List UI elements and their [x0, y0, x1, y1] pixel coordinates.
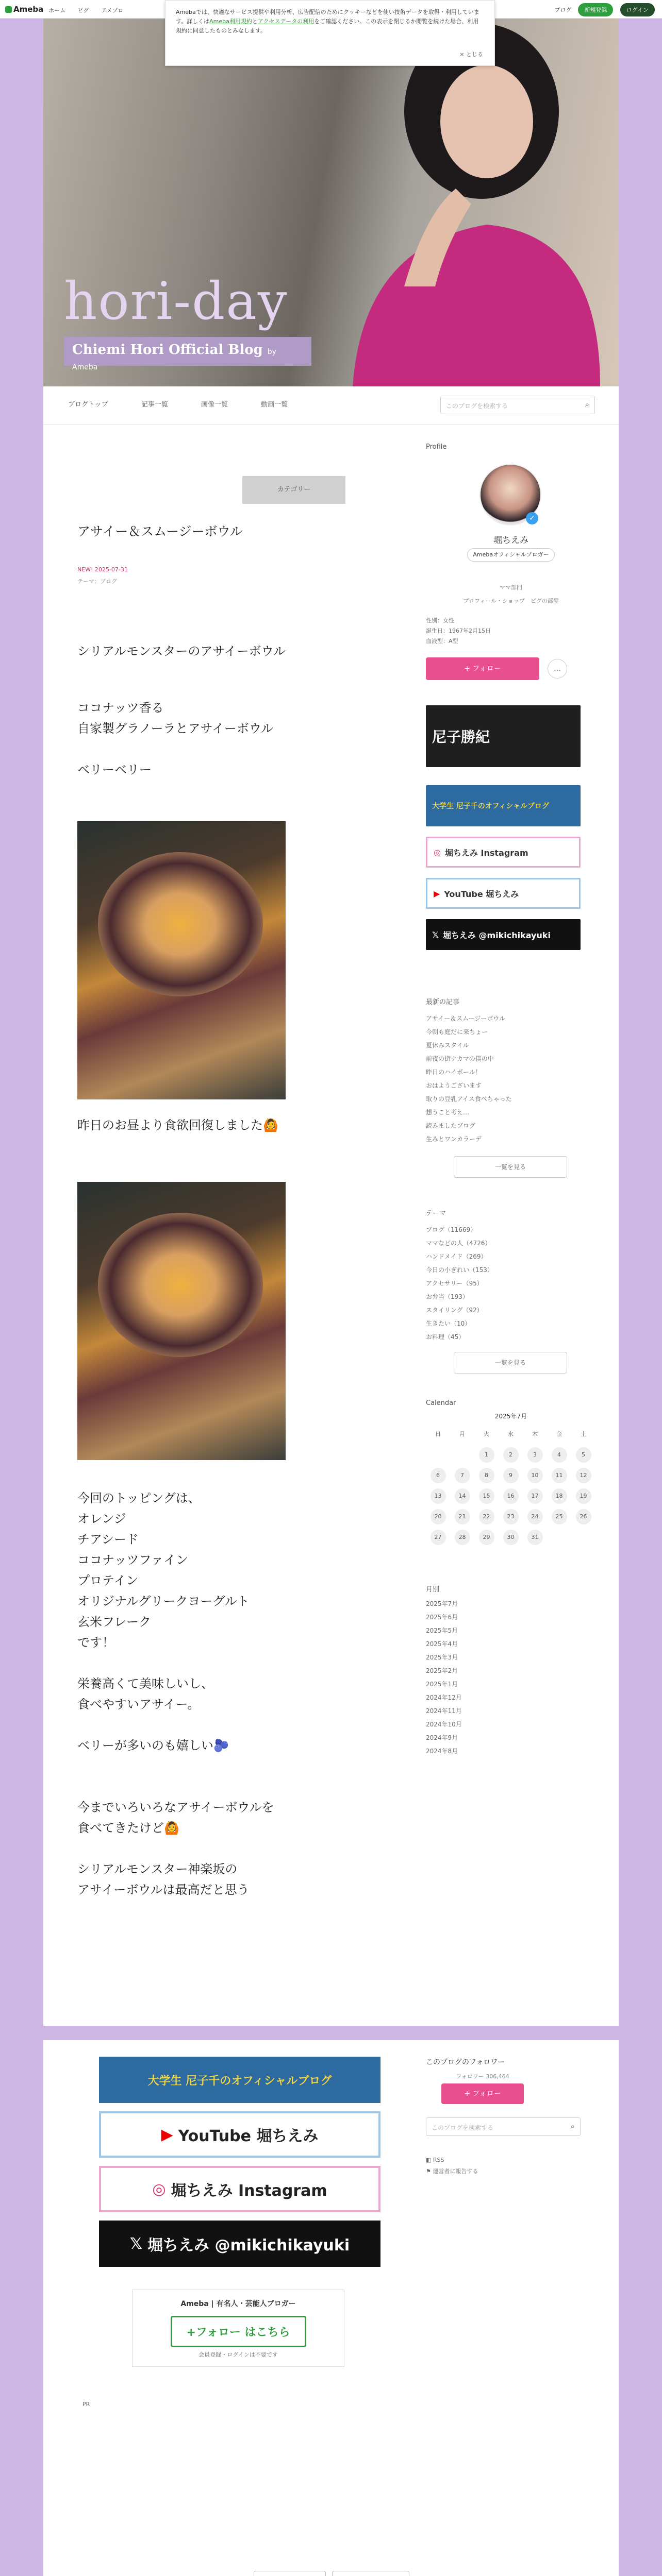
follower-count: フォロワー 306,464	[456, 2073, 509, 2080]
calendar-day-number[interactable]: 22	[479, 1509, 494, 1524]
recent-list	[426, 1012, 512, 1146]
login-button[interactable]: ログイン	[620, 3, 655, 16]
banner-youtube[interactable]: ▶ YouTube 堀ちえみ	[426, 878, 581, 909]
article-line: ココナッツ香る	[77, 701, 164, 715]
calendar-day[interactable]	[523, 1529, 547, 1550]
calendar-day-number[interactable]: 25	[552, 1509, 567, 1524]
like-button[interactable]	[254, 2571, 326, 2576]
article-date: NEW! 2025-07-31	[77, 566, 128, 573]
global-nav	[48, 6, 134, 14]
terms-link[interactable]: Ameba利用規約	[209, 18, 252, 25]
month-item[interactable]: 2025年2月	[426, 1667, 458, 1674]
calendar-day-number[interactable]: 23	[503, 1509, 519, 1524]
calendar-day-number[interactable]: 24	[527, 1509, 543, 1524]
calendar-day-number[interactable]: 9	[503, 1468, 519, 1483]
tab-video-list[interactable]: 動画一覧	[261, 401, 288, 409]
article-line: オリジナルグリークヨーグルト	[77, 1594, 250, 1608]
banner-amako-blog[interactable]: 大学生 尼子千のオフィシャルブログ	[426, 785, 581, 826]
category-tag[interactable]: カテゴリー	[242, 476, 345, 504]
calendar-day[interactable]	[426, 1467, 450, 1488]
blogger-name[interactable]: 堀ちえみ	[493, 535, 528, 546]
nav-ameblo-link[interactable]: アメブロ	[101, 7, 124, 14]
profile-birthday: 誕生日：1967年2月15日	[426, 628, 491, 634]
calendar-day[interactable]	[426, 1509, 450, 1529]
calendar-day[interactable]	[474, 1467, 499, 1488]
article-line: 昨日のお昼より食欲回復しました🙆	[77, 1118, 278, 1132]
calendar-day[interactable]	[474, 1509, 499, 1529]
calendar-weekdays	[426, 1426, 596, 1447]
blog-title: hori-day	[64, 271, 288, 331]
calendar-day[interactable]	[547, 1488, 571, 1509]
calendar-day-number[interactable]: 8	[479, 1468, 494, 1483]
acai-bowl-photo-2[interactable]	[77, 1182, 286, 1460]
banner-amako[interactable]: 尼子勝紀	[426, 705, 581, 767]
month-item[interactable]: 2025年1月	[426, 1681, 458, 1688]
recent-item[interactable]: 取りの豆乳アイス食べちゃった	[426, 1095, 512, 1103]
recent-item[interactable]: 前夜の街ナカマの僕の中	[426, 1055, 494, 1062]
report-owner-link[interactable]: ⚑ 運営者に報告する	[426, 2168, 478, 2175]
more-button[interactable]: …	[548, 659, 567, 679]
recent-item[interactable]: 生みとワンカラーデ	[426, 1136, 482, 1143]
calendar-day[interactable]	[523, 1447, 547, 1467]
calendar-day-number[interactable]: 5	[576, 1447, 591, 1463]
article-line: です！	[77, 1635, 114, 1650]
recent-item[interactable]: 昨日のハイボール！	[426, 1069, 482, 1076]
recent-item[interactable]: 今朝も庭だに来ちょー	[426, 1028, 488, 1036]
recent-item[interactable]: アサイー＆スムージーボウル	[426, 1015, 505, 1022]
article-theme[interactable]: テーマ：ブログ	[77, 578, 117, 585]
calendar-week	[426, 1529, 596, 1550]
article-line: ココナッツファイン	[77, 1553, 189, 1567]
calendar-day[interactable]	[474, 1488, 499, 1509]
blogger-category[interactable]: ママ部門	[500, 584, 522, 591]
theme-item[interactable]: 生きたい（10）	[426, 1320, 471, 1327]
calendar-day-number[interactable]: 11	[552, 1468, 567, 1483]
ameba-follow-box[interactable]	[132, 2290, 344, 2367]
calendar-day[interactable]	[450, 1509, 474, 1529]
calendar-day[interactable]	[523, 1509, 547, 1529]
article-line: ベリーが多いのも嬉しい🫐	[77, 1738, 229, 1753]
signup-button[interactable]: 新規登録	[578, 3, 613, 16]
search-icon[interactable]: ⌕	[585, 400, 589, 409]
bottom-section	[43, 2040, 619, 2576]
calendar-day-number[interactable]: 28	[455, 1530, 470, 1545]
calendar-day[interactable]	[499, 1467, 523, 1488]
follower-heading: このブログのフォロワー	[426, 2058, 505, 2066]
calendar-day[interactable]	[426, 1529, 450, 1550]
calendar-day	[450, 1447, 474, 1467]
theme-item[interactable]: アクセサリー（95）	[426, 1280, 483, 1287]
calendar-day	[547, 1529, 571, 1550]
ameba-follow-sub: 会員登録・ログインは不要です	[198, 2351, 278, 2358]
calendar-week	[426, 1467, 596, 1488]
calendar-day-number[interactable]: 12	[576, 1468, 591, 1483]
x-icon: 𝕏	[129, 2234, 143, 2253]
instagram-icon: ◎	[434, 847, 441, 857]
theme-item[interactable]: お弁当（193）	[426, 1293, 469, 1300]
calendar-day-number[interactable]: 2	[503, 1447, 519, 1463]
calendar-day-number[interactable]: 30	[503, 1530, 519, 1545]
banner-instagram[interactable]: ◎ 堀ちえみ Instagram	[426, 837, 581, 868]
article-line: チアシード	[77, 1532, 139, 1547]
article-line: 自家製グラノーラとアサイーボウル	[77, 721, 274, 736]
blog-nav	[43, 386, 619, 425]
calendar-heading: Calendar	[426, 1399, 456, 1407]
nav-pigg-link[interactable]: ピグ	[77, 7, 89, 14]
article-line: ベリーベリー	[77, 762, 152, 777]
banner-x[interactable]: 𝕏 堀ちえみ @mikichikayuki	[426, 919, 581, 950]
article-line: アサイーボウルは最高だと思う	[77, 1883, 250, 1897]
calendar-day[interactable]	[523, 1467, 547, 1488]
month-item[interactable]: 2025年3月	[426, 1654, 458, 1661]
article-line: 今までいろいろなアサイーボウルを	[77, 1800, 274, 1815]
profile-links[interactable]: プロフィール・ショップ ピグの部屋	[463, 598, 559, 604]
calendar-day[interactable]	[499, 1529, 523, 1550]
calendar-day-number[interactable]: 27	[431, 1530, 446, 1545]
theme-item[interactable]: ハンドメイド（269）	[426, 1253, 487, 1260]
calendar-day	[571, 1529, 595, 1550]
flag-icon: ⚑	[426, 2168, 433, 2175]
main-content	[43, 425, 619, 2026]
calendar-week	[426, 1488, 596, 1509]
search-icon[interactable]: ⌕	[570, 2122, 575, 2131]
month-item[interactable]: 2024年8月	[426, 1748, 458, 1755]
weekday: 木	[532, 1431, 538, 1437]
calendar-day-number[interactable]: 15	[479, 1488, 494, 1504]
article-line: オレンジ	[77, 1512, 126, 1526]
calendar-day-number[interactable]: 19	[576, 1488, 591, 1504]
calendar-day[interactable]	[426, 1488, 450, 1509]
x-icon: 𝕏	[432, 929, 439, 940]
bottom-banner-x[interactable]: 𝕏 堀ちえみ @mikichikayuki	[99, 2221, 380, 2267]
calendar-day-number[interactable]: 18	[552, 1488, 567, 1504]
bottom-banner-instagram[interactable]: ◎ 堀ちえみ Instagram	[99, 2166, 380, 2212]
theme-heading: テーマ	[426, 1210, 446, 1217]
tab-image-list[interactable]: 画像一覧	[201, 401, 228, 409]
article-title[interactable]: アサイー＆スムージーボウル	[77, 524, 243, 539]
theme-list	[426, 1223, 493, 1344]
ameba-logo[interactable]: Ameba	[5, 5, 43, 14]
calendar-day-number[interactable]: 3	[527, 1447, 543, 1463]
calendar-day-number[interactable]: 16	[503, 1488, 519, 1504]
tab-entry-list[interactable]: 記事一覧	[141, 401, 168, 409]
calendar-day[interactable]	[547, 1447, 571, 1467]
article-line: 玄米フレーク	[77, 1615, 152, 1629]
calendar-month: 2025年7月	[494, 1413, 527, 1420]
calendar-day[interactable]	[523, 1488, 547, 1509]
month-item[interactable]: 2024年10月	[426, 1721, 462, 1728]
profile-bloodtype: 血液型：A型	[426, 638, 458, 645]
weekday: 月	[459, 1431, 465, 1437]
calendar-day[interactable]	[571, 1488, 595, 1509]
calendar-day[interactable]	[571, 1447, 595, 1467]
blog-link[interactable]: ブログ	[554, 7, 572, 13]
access-data-link[interactable]: アクセスデータの利用	[257, 18, 315, 25]
calendar-day-number[interactable]: 1	[479, 1447, 494, 1463]
rss-icon: ◧	[426, 2157, 433, 2163]
calendar-day-number[interactable]: 10	[527, 1468, 543, 1483]
month-item[interactable]: 2025年5月	[426, 1627, 458, 1634]
calendar-day[interactable]	[474, 1447, 499, 1467]
recent-more-button[interactable]: 一覧を見る	[454, 1156, 567, 1178]
ameba-line: Ameba | 有名人・芸能人ブロガー	[180, 2300, 296, 2308]
theme-item[interactable]: ママなどの人（4726）	[426, 1240, 491, 1247]
pr-label: PR	[82, 2401, 90, 2408]
calendar-day-number[interactable]: 14	[455, 1488, 470, 1504]
calendar-day[interactable]	[571, 1509, 595, 1529]
calendar-week	[426, 1447, 596, 1467]
article-line: 栄養高くて美味しいし、	[77, 1676, 213, 1691]
youtube-icon: ▶	[434, 888, 440, 899]
calendar-day-number[interactable]: 17	[527, 1488, 543, 1504]
recent-item[interactable]: 想うこと考え…	[426, 1109, 470, 1116]
calendar-day[interactable]	[571, 1467, 595, 1488]
recent-item[interactable]: 読みましたブログ	[426, 1122, 476, 1129]
calendar-day	[426, 1447, 450, 1467]
calendar-day[interactable]	[450, 1488, 474, 1509]
weekday: 水	[508, 1431, 514, 1437]
weekday: 火	[484, 1431, 489, 1437]
weekday: 土	[581, 1431, 586, 1437]
monthly-list	[426, 1597, 462, 1758]
weekday: 金	[556, 1431, 562, 1437]
calendar-day-number[interactable]: 29	[479, 1530, 494, 1545]
calendar-day[interactable]	[547, 1467, 571, 1488]
calendar-day-number[interactable]: 6	[431, 1468, 446, 1483]
calendar-day-number[interactable]: 4	[552, 1447, 567, 1463]
cookie-notice: Amebaでは、快適なサービス提供や利用分析、広告配信のためにクッキーなどを使い技術データを取得・利用しています。詳しくはAmeba利用規約とアクセスデータの利用をご確認ください。この表示を閉じるか閲覧を続けた場合、利用規約に同意したものとみなします。 × とじる	[165, 0, 495, 66]
tab-blog-top[interactable]: ブログトップ	[68, 401, 108, 409]
article-line: プロテイン	[77, 1573, 139, 1588]
article-line: シリアルモンスターのアサイーボウル	[77, 644, 286, 658]
article-line: 食べてきたけど🙆	[77, 1821, 179, 1835]
theme-item[interactable]: スタイリング（92）	[426, 1307, 483, 1314]
theme-more-button[interactable]: 一覧を見る	[454, 1352, 567, 1374]
calendar-day-number[interactable]: 26	[576, 1509, 591, 1524]
bottom-banner-amako[interactable]: 大学生 尼子千のオフィシャルブログ	[99, 2057, 380, 2103]
recent-heading: 最新の記事	[426, 998, 460, 1006]
notice-close-button[interactable]: × とじる	[459, 51, 483, 58]
theme-item[interactable]: 今日の小ぎれい（153）	[426, 1266, 493, 1274]
profile-heading: Profile	[426, 443, 447, 451]
calendar-day[interactable]	[499, 1509, 523, 1529]
follow-button-2[interactable]: + フォロー	[441, 2083, 524, 2104]
nav-home-link[interactable]: ホーム	[48, 7, 65, 14]
calendar-day[interactable]	[450, 1529, 474, 1550]
calendar	[426, 1426, 596, 1550]
follow-button[interactable]: + フォロー	[426, 657, 539, 680]
article-line: 今回のトッピングは、	[77, 1491, 201, 1505]
month-item[interactable]: 2024年11月	[426, 1707, 462, 1715]
blog-subtitle: Chiemi Hori Official Blog by Ameba	[64, 337, 311, 366]
comment-button[interactable]	[332, 2571, 409, 2576]
month-item[interactable]: 2024年9月	[426, 1734, 458, 1741]
calendar-day[interactable]	[547, 1509, 571, 1529]
ameba-follow-button[interactable]: +フォロー はこちら	[171, 2316, 306, 2347]
calendar-day-number[interactable]: 7	[455, 1468, 470, 1483]
calendar-day-number[interactable]: 21	[455, 1509, 470, 1524]
acai-bowl-photo[interactable]	[77, 821, 286, 1099]
calendar-day[interactable]	[499, 1447, 523, 1467]
calendar-week	[426, 1509, 596, 1529]
recent-item[interactable]: 夏休みスタイル	[426, 1042, 469, 1049]
header-photo	[332, 19, 600, 386]
month-item[interactable]: 2024年12月	[426, 1694, 462, 1701]
month-item[interactable]: 2025年4月	[426, 1640, 458, 1648]
calendar-day-number[interactable]: 20	[431, 1509, 446, 1524]
calendar-day[interactable]	[450, 1467, 474, 1488]
calendar-day[interactable]	[499, 1488, 523, 1509]
bottom-banner-youtube[interactable]: ▶ YouTube 堀ちえみ	[99, 2111, 380, 2158]
monthly-heading: 月別	[426, 1586, 440, 1594]
calendar-day[interactable]	[474, 1529, 499, 1550]
instagram-icon: ◎	[152, 2180, 166, 2198]
youtube-icon: ▶	[161, 2125, 173, 2144]
calendar-day-number[interactable]: 13	[431, 1488, 446, 1504]
article-line: 食べやすいアサイー。	[77, 1697, 200, 1711]
verified-icon: ✓	[526, 512, 538, 524]
calendar-day-number[interactable]: 31	[527, 1530, 543, 1545]
sidebar-search-input[interactable]: このブログを検索する ⌕	[426, 2117, 581, 2136]
article-line: シリアルモンスター神楽坂の	[77, 1862, 238, 1876]
month-item[interactable]: 2025年7月	[426, 1600, 458, 1607]
blog-search-input[interactable]: このブログを検索する ⌕	[440, 396, 595, 414]
rss-link[interactable]: ◧ RSS	[426, 2157, 444, 2163]
profile-gender: 性別：女性	[426, 617, 454, 624]
official-badge: Amebaオフィシャルブロガー	[467, 548, 555, 562]
theme-item[interactable]: ブログ（11669）	[426, 1226, 477, 1233]
month-item[interactable]: 2025年6月	[426, 1614, 458, 1621]
blog-header[interactable]	[43, 19, 619, 386]
theme-item[interactable]: お料理（45）	[426, 1333, 465, 1341]
weekday: 日	[435, 1431, 441, 1437]
recent-item[interactable]: おはようございます	[426, 1082, 482, 1089]
